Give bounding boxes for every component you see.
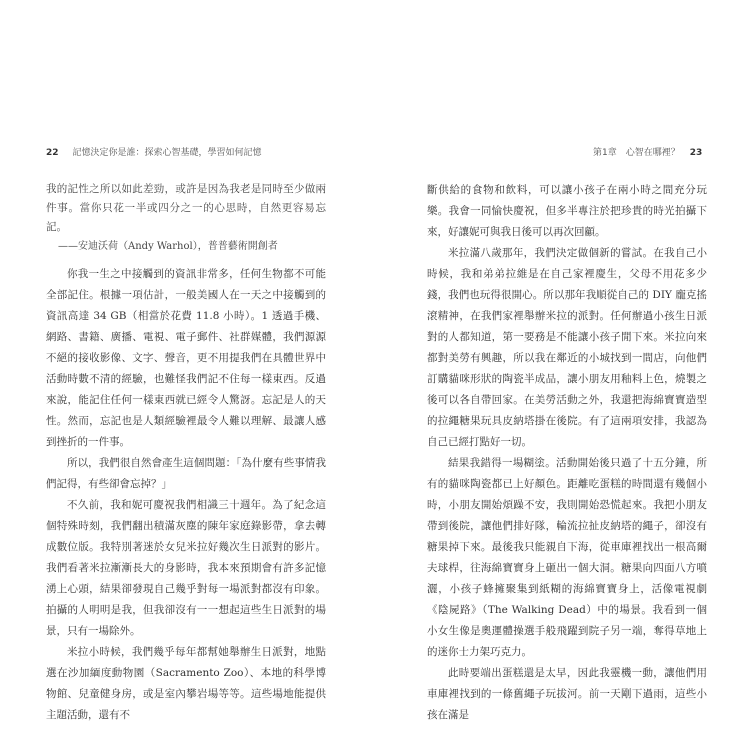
- right-page-number: 23: [689, 148, 703, 158]
- epigraph-text: 我的記性之所以如此差勁，或許是因為我老是同時至少做兩件事。當你只花一半或四分之一的心思時，自然更容易忘記。: [46, 183, 326, 233]
- left-page-number: 22: [46, 148, 59, 158]
- paragraph: 米拉小時候，我們幾乎每年都幫她舉辦生日派對，地點選在沙加緬度動物園（Sacramento Zoo）、本地的科學博物館、兒童健身房，或是室內攀岩場等等。這些場地能提供主題活動，還有不: [46, 646, 326, 721]
- right-running-head: 第1章 心智在哪裡？: [593, 148, 680, 158]
- paragraph: 斷供給的食物和飲料，可以讓小孩子在兩小時之間充分玩樂。我會一同愉快慶祝，但多半專注於把珍貴的時光拍攝下來，好讓妮可與我日後可以再次回顧。: [427, 184, 707, 238]
- paragraph: 你我一生之中接觸到的資訊非常多，任何生物都不可能全部記住。根據一項估計，一般美國人在一天之中接觸到的資訊高達 34 GB（相當於花費 11.8 小時）。1 透過手機、網路、書籍、廣播、電視、電子郵件、社群媒體，我們源源不絕的接收影像、文字、聲音，更不用提我們在具體世界中活動時數不清的經驗，也難怪我們記不住每一樣東西。反過來說，能記住任何一樣東西就已經令人驚訝。忘記是人的天性。然而，忘記也是人類經驗裡最令人難以理解、最讓人感到挫折的一件事。: [46, 268, 326, 448]
- left-running-head: 記憶決定你是誰：探索心智基礎，學習如何記憶: [72, 148, 262, 158]
- paragraph: 所以，我們很自然會產生這個問題：「為什麼有些事情我們記得，有些卻會忘掉？」: [46, 457, 326, 490]
- right-page-body: [427, 180, 707, 726]
- paragraph: 不久前，我和妮可慶祝我們相識三十週年。為了紀念這個特殊時刻，我們翻出積滿灰塵的陳年家庭錄影帶，拿去轉成數位版。我特別著迷於女兒米拉好幾次生日派對的影片。我們看著米拉漸漸長大的身影時，我本來預期會有許多記憶湧上心頭，結果卻發現自己幾乎對每一場派對都沒有印象。拍攝的人明明是我，但我卻沒有一一想起這些生日派對的場景，只有一場除外。: [46, 499, 326, 637]
- right-page-header: [593, 145, 702, 158]
- paragraph: 結果我錯得一場糊塗。活動開始後只過了十五分鐘，所有的貓咪陶瓷都已上好顏色。距離吃蛋糕的時間還有幾個小時，小朋友開始煩躁不安，我則開始恐慌起來。我把小朋友帶到後院，讓他們排好隊，輪流拉扯皮納塔的繩子，卻沒有糖果掉下來。最後我只能親自下海，從車庫裡找出一根高爾夫球桿，往海綿寶寶身上砸出一個大洞。糖果向四面八方噴灑，小孩子蜂擁聚集到紙糊的海綿寶寶身上，活像電視劇《陰屍路》（The Walking Dead）中的場景。我看到一個小女生像是奧運體操選手般飛躍到院子另一端，奪得草地上的迷你士力架巧克力。: [427, 457, 707, 658]
- epigraph-attribution: ——安迪沃荷（Andy Warhol），普普藝術開創者: [58, 241, 278, 252]
- paragraph: 此時要端出蛋糕還是太早，因此我靈機一動，讓他們用車庫裡找到的一條舊繩子玩拔河。前一天剛下過雨，這些小孩在滿是: [427, 667, 707, 721]
- paragraph: 米拉滿八歲那年，我們決定做個新的嘗試。在我自己小時候，我和弟弟拉維是在自己家裡慶生，父母不用花多少錢，我們也玩得很開心。所以那年我順從自己的 DIY 龐克搖滾精神，在我們家裡舉辦米拉的派對。任何辦過小孩生日派對的人都知道，第一要務是不能讓小孩子閒下來。米拉向來都對美勞有興趣，所以我在鄰近的小城找到一間店，向他們訂購貓咪形狀的陶瓷半成品，讓小朋友用釉料上色，燒製之後可以各自帶回家。在美勞活動之外，我還把海綿寶寶造型的拉繩糖果玩具皮納塔掛在後院。有了這兩項安排，我認為自己已經打點好一切。: [427, 247, 707, 448]
- left-page-header: [46, 145, 262, 158]
- left-page-body: [46, 180, 326, 726]
